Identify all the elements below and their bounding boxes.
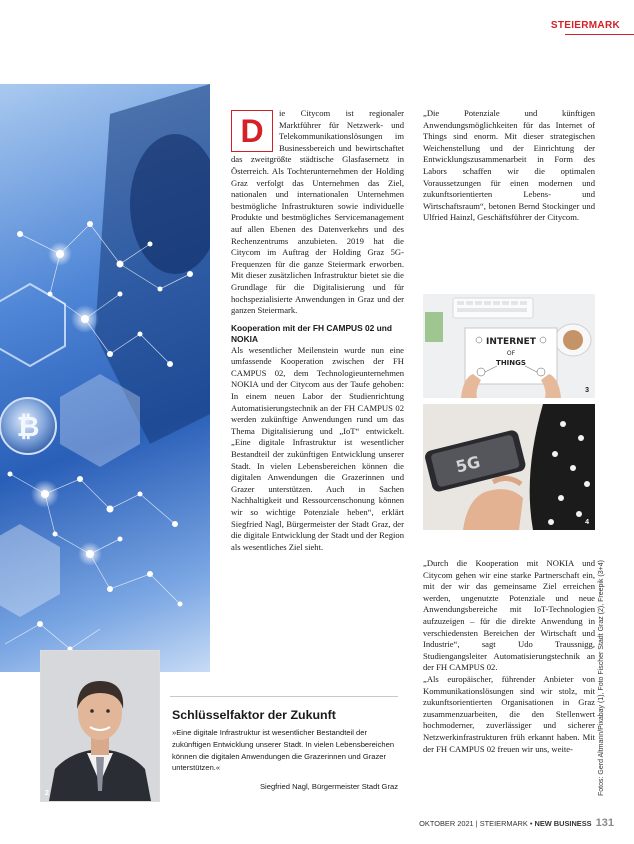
photo4-number: 4 [585, 519, 589, 526]
quote-paragraph-citycom: „Die Potenziale und künftigen Anwendungsmöglichkeiten für das Internet of Things sind enorm. Mit dieser strategischen Weichenstellung und der Einrichtung der Entwicklungszusammenarbeit in Form des Labors schaffen wir die optimalen Voraussetzungen für einen modernen und zukunftsorientierten Lebens- und Wirtschaftsraum“, betonen Bernd Stockinger und Ulfried Hainzl, Geschäftsführer der Citycom. [423, 108, 595, 223]
portrait-number: 2 [45, 790, 49, 797]
hexagon-shape [0, 284, 65, 366]
page-number: 131 [595, 817, 614, 829]
portrait-photo [40, 650, 160, 802]
photo3-number: 3 [585, 387, 589, 394]
dropcap: D [231, 110, 273, 152]
hexagon-shape [0, 524, 60, 617]
footer-region: STEIERMARK [479, 819, 528, 828]
footer-date: OKTOBER 2021 [419, 819, 474, 828]
hero-image [0, 84, 210, 672]
subheading: Kooperation mit der FH CAMPUS 02 und NOKIA [231, 322, 392, 344]
quote-box-rule [170, 696, 398, 697]
quote-box-text: »Eine digitale Infrastruktur ist wesentlicher Bestandteil der zukünftigen Entwicklung unserer Stadt. In vielen Lebensbereichen können die digitalen Anwendungen die Grazerinnen und Grazer unterstützen.« [172, 728, 395, 773]
smartphone-illustration [423, 404, 595, 530]
iot-desk-illustration [423, 294, 595, 398]
phone-screen-text: 5G [453, 452, 483, 477]
iot-sign-line2: OF [506, 350, 516, 357]
iot-sign-line1: INTERNET [486, 337, 536, 347]
bitcoin-symbol-icon: ₿ [16, 410, 40, 443]
article-column-3 [423, 558, 595, 755]
intro-paragraph: ie Citycom ist regionaler Marktführer für Netzwerk- und Telekommunikationslösungen im Businessbereich und bewirtschaftet das zweitgrößte städtische Glasfasernetz in Österreich. Als Tochterunternehmen der Holding Graz verfolgt das Unternehmen das Ziel, nationalen und internationalen Unternehmen bestmögliche Infrastrukturen sowie individuelle Produkte und bestmögliches Servicemanagement auf allen Ebenen des Datenverkehrs und des Rechenzentrums anzubieten. 2019 hat die Citycom im Auftrag der Holding Graz 5G-Frequenzen für die ganze Steiermark erworben. Mit dieser zusätzlichen Infrastruktur bietet sie die Grundlage für die Digitalisierung und für hochspezialisierte Anwendungen in Graz und der ganzen Steiermark. [231, 108, 404, 316]
page-footer [419, 817, 614, 829]
footer-bullet: • [529, 819, 533, 828]
article-column-1 [231, 108, 404, 553]
quote-paragraph-nokia: „Als europäischer, führender Anbieter von Kommunikationslösungen sind wir stolz, mit zukunftsorientierten Organisationen in Graz zusammenzuarbeiten, die den Stellenwert hochmoderner, zuverlässiger und sicherer Netzwerkinfrastrukturen früh erkannt haben. Mit der FH CAMPUS 02 freuen wir uns, weite- [423, 673, 595, 754]
article-column-2 [423, 108, 595, 224]
footer-separator: | [475, 819, 478, 828]
footer-brand: NEW BUSINESS [534, 819, 592, 828]
iot-sign-line3: THINGS [496, 359, 526, 367]
photo-credit: Fotos: Gerd Altmann/Pixabay (1), Foto Fischer Stadt Graz (2), Freepik (3+4) [598, 560, 605, 796]
quote-box-title: Schlüsselfaktor der Zukunft [172, 708, 336, 722]
section-rule [565, 34, 634, 35]
hero-network-illustration [0, 84, 210, 672]
quote-box-attribution: Siegfried Nagl, Bürgermeister Stadt Graz [259, 782, 398, 791]
section-label: STEIERMARK [550, 20, 620, 31]
portrait-illustration [41, 651, 159, 801]
photo-internet-of-things [423, 294, 595, 398]
body-paragraph: Als wesentlicher Meilenstein wurde nun eine umfassende Kooperation zwischen der FH CAMPUS 02, dem Technologieunternehmen NOKIA und der Citycom aus der Taufe gehoben: In einem neuen Labor der Studienrichtung Automatisierungstechnik an der FH CAMPUS 02 werden zukünftige Anwendungen rund um das Thema Digitalisierung und „IoT“ entwickelt. „Eine digitale Infrastruktur ist wesentlicher Bestandteil der zukünftigen Entwicklung unserer Stadt. In vielen Lebensbereichen können die digitalen Anwendungen die Grazerinnen und Grazer unterstützen. Auch in Sachen Nachhaltigkeit und Ressourcenschonung können wir so wichtige Potenziale heben“, erklärt Siegfried Nagl, Bürgermeister der Stadt Graz, der die digitale Entwicklung der Stadt und der Region als wesentliches Ziel sieht. [231, 344, 404, 552]
photo-smartphone-hands [423, 404, 595, 530]
quote-paragraph-fh-campus: „Durch die Kooperation mit NOKIA und Citycom gehen wir eine starke Partnerschaft ein, mit der wir das gemeinsame Ziel erreichen werden, ungenutzte Potenziale und neue Anwendungsbereiche mit IoT-Technologien aufzuzeigen – für die direkte Anwendung in verschiedensten Bereichen der Wirtschaft und Industrie“, sagt Udo Traussnigg, Studiengangsleiter Automatisierungstechnik an der FH CAMPUS 02. [423, 558, 595, 673]
